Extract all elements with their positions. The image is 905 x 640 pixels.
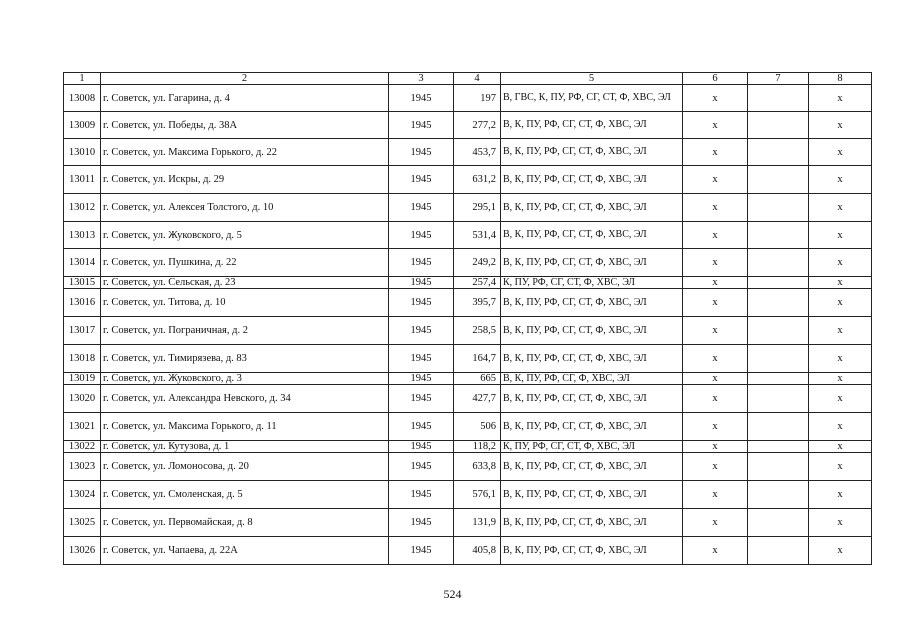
cell-number: 13009 [64, 112, 101, 139]
cell-area: 295,1 [454, 194, 501, 222]
cell-col6: х [683, 385, 748, 413]
cell-address: г. Советск, ул. Алексея Толстого, д. 10 [101, 194, 389, 222]
cell-number: 13015 [64, 277, 101, 289]
table-row [64, 85, 872, 112]
cell-col6: х [683, 509, 748, 537]
cell-address: г. Советск, ул. Александра Невского, д. 34 [101, 385, 389, 413]
table-row [64, 537, 872, 565]
cell-year: 1945 [389, 85, 454, 112]
cell-area: 665 [454, 373, 501, 385]
table-row [64, 249, 872, 277]
cell-col7 [748, 249, 809, 277]
cell-col6: х [683, 85, 748, 112]
cell-col6: х [683, 139, 748, 166]
cell-col8: х [809, 112, 872, 139]
table-row [64, 509, 872, 537]
cell-year: 1945 [389, 441, 454, 453]
table-row [64, 112, 872, 139]
cell-number: 13016 [64, 289, 101, 317]
cell-col7 [748, 385, 809, 413]
cell-col8: х [809, 509, 872, 537]
cell-year: 1945 [389, 166, 454, 194]
table-row [64, 139, 872, 166]
cell-number: 13021 [64, 413, 101, 441]
header-cell-7: 7 [748, 73, 809, 85]
cell-systems: В, К, ПУ, РФ, СГ, СТ, Ф, ХВС, ЭЛ [501, 345, 683, 373]
cell-col8: х [809, 166, 872, 194]
cell-address: г. Советск, ул. Пушкина, д. 22 [101, 249, 389, 277]
cell-systems: В, К, ПУ, РФ, СГ, СТ, Ф, ХВС, ЭЛ [501, 413, 683, 441]
cell-col8: х [809, 413, 872, 441]
cell-address: г. Советск, ул. Максима Горького, д. 22 [101, 139, 389, 166]
cell-col7 [748, 289, 809, 317]
table-row [64, 441, 872, 453]
cell-number: 13025 [64, 509, 101, 537]
cell-number: 13010 [64, 139, 101, 166]
cell-col8: х [809, 481, 872, 509]
header-cell-4: 4 [454, 73, 501, 85]
cell-year: 1945 [389, 194, 454, 222]
cell-systems: К, ПУ, РФ, СГ, СТ, Ф, ХВС, ЭЛ [501, 277, 683, 289]
cell-col6: х [683, 441, 748, 453]
cell-number: 13024 [64, 481, 101, 509]
cell-col7 [748, 222, 809, 249]
cell-col7 [748, 509, 809, 537]
cell-number: 13020 [64, 385, 101, 413]
table-row [64, 277, 872, 289]
cell-col6: х [683, 345, 748, 373]
cell-year: 1945 [389, 453, 454, 481]
cell-systems: В, К, ПУ, РФ, СГ, СТ, Ф, ХВС, ЭЛ [501, 453, 683, 481]
cell-area: 118,2 [454, 441, 501, 453]
cell-number: 13022 [64, 441, 101, 453]
cell-area: 197 [454, 85, 501, 112]
cell-col8: х [809, 277, 872, 289]
table-row [64, 385, 872, 413]
cell-col7 [748, 481, 809, 509]
cell-col6: х [683, 317, 748, 345]
cell-systems: В, К, ПУ, РФ, СГ, СТ, Ф, ХВС, ЭЛ [501, 166, 683, 194]
cell-systems: В, К, ПУ, РФ, СГ, СТ, Ф, ХВС, ЭЛ [501, 222, 683, 249]
cell-address: г. Советск, ул. Титова, д. 10 [101, 289, 389, 317]
cell-number: 13014 [64, 249, 101, 277]
cell-systems: В, К, ПУ, РФ, СГ, СТ, Ф, ХВС, ЭЛ [501, 194, 683, 222]
cell-col8: х [809, 249, 872, 277]
cell-year: 1945 [389, 222, 454, 249]
table-row [64, 373, 872, 385]
cell-area: 257,4 [454, 277, 501, 289]
cell-address: г. Советск, ул. Искры, д. 29 [101, 166, 389, 194]
cell-col8: х [809, 222, 872, 249]
header-cell-1: 1 [64, 73, 101, 85]
cell-systems: В, ГВС, К, ПУ, РФ, СГ, СТ, Ф, ХВС, ЭЛ [501, 85, 683, 112]
header-cell-5: 5 [501, 73, 683, 85]
cell-area: 277,2 [454, 112, 501, 139]
cell-address: г. Советск, ул. Сельская, д. 23 [101, 277, 389, 289]
cell-address: г. Советск, ул. Жуковского, д. 3 [101, 373, 389, 385]
cell-col7 [748, 85, 809, 112]
cell-col6: х [683, 289, 748, 317]
cell-year: 1945 [389, 373, 454, 385]
cell-col7 [748, 453, 809, 481]
cell-col8: х [809, 537, 872, 565]
cell-address: г. Советск, ул. Пограничная, д. 2 [101, 317, 389, 345]
table-header [64, 73, 872, 85]
cell-col6: х [683, 373, 748, 385]
cell-area: 405,8 [454, 537, 501, 565]
cell-systems: В, К, ПУ, РФ, СГ, СТ, Ф, ХВС, ЭЛ [501, 289, 683, 317]
cell-number: 13011 [64, 166, 101, 194]
cell-number: 13023 [64, 453, 101, 481]
cell-area: 531,4 [454, 222, 501, 249]
cell-systems: В, К, ПУ, РФ, СГ, СТ, Ф, ХВС, ЭЛ [501, 537, 683, 565]
cell-col7 [748, 194, 809, 222]
cell-col6: х [683, 481, 748, 509]
cell-col8: х [809, 345, 872, 373]
cell-area: 506 [454, 413, 501, 441]
cell-year: 1945 [389, 537, 454, 565]
cell-col6: х [683, 194, 748, 222]
cell-col7 [748, 317, 809, 345]
cell-year: 1945 [389, 249, 454, 277]
cell-year: 1945 [389, 345, 454, 373]
cell-address: г. Советск, ул. Чапаева, д. 22А [101, 537, 389, 565]
cell-year: 1945 [389, 139, 454, 166]
cell-col6: х [683, 112, 748, 139]
cell-address: г. Советск, ул. Тимирязева, д. 83 [101, 345, 389, 373]
cell-year: 1945 [389, 277, 454, 289]
cell-area: 427,7 [454, 385, 501, 413]
cell-col8: х [809, 441, 872, 453]
cell-col6: х [683, 453, 748, 481]
cell-systems: К, ПУ, РФ, СГ, СТ, Ф, ХВС, ЭЛ [501, 441, 683, 453]
cell-year: 1945 [389, 481, 454, 509]
table-row [64, 317, 872, 345]
cell-col8: х [809, 453, 872, 481]
cell-area: 453,7 [454, 139, 501, 166]
cell-year: 1945 [389, 413, 454, 441]
cell-area: 249,2 [454, 249, 501, 277]
table-row [64, 481, 872, 509]
cell-address: г. Советск, ул. Ломоносова, д. 20 [101, 453, 389, 481]
cell-col6: х [683, 277, 748, 289]
cell-year: 1945 [389, 112, 454, 139]
cell-number: 13017 [64, 317, 101, 345]
cell-col6: х [683, 166, 748, 194]
cell-systems: В, К, ПУ, РФ, СГ, СТ, Ф, ХВС, ЭЛ [501, 509, 683, 537]
header-cell-6: 6 [683, 73, 748, 85]
table-row [64, 453, 872, 481]
cell-area: 258,5 [454, 317, 501, 345]
cell-area: 576,1 [454, 481, 501, 509]
cell-col8: х [809, 373, 872, 385]
cell-col6: х [683, 537, 748, 565]
header-row [64, 73, 872, 85]
cell-year: 1945 [389, 385, 454, 413]
table-body [64, 85, 872, 565]
header-cell-8: 8 [809, 73, 872, 85]
cell-col7 [748, 413, 809, 441]
header-cell-3: 3 [389, 73, 454, 85]
table-row [64, 413, 872, 441]
cell-col8: х [809, 289, 872, 317]
cell-area: 164,7 [454, 345, 501, 373]
cell-col8: х [809, 385, 872, 413]
cell-number: 13026 [64, 537, 101, 565]
cell-address: г. Советск, ул. Жуковского, д. 5 [101, 222, 389, 249]
cell-area: 395,7 [454, 289, 501, 317]
cell-year: 1945 [389, 289, 454, 317]
cell-col7 [748, 373, 809, 385]
cell-address: г. Советск, ул. Победы, д. 38А [101, 112, 389, 139]
cell-col7 [748, 139, 809, 166]
cell-address: г. Советск, ул. Кутузова, д. 1 [101, 441, 389, 453]
table-row [64, 345, 872, 373]
cell-number: 13013 [64, 222, 101, 249]
cell-systems: В, К, ПУ, РФ, СГ, СТ, Ф, ХВС, ЭЛ [501, 481, 683, 509]
cell-col7 [748, 277, 809, 289]
table-row [64, 289, 872, 317]
page-number: 524 [443, 587, 462, 601]
cell-systems: В, К, ПУ, РФ, СГ, СТ, Ф, ХВС, ЭЛ [501, 385, 683, 413]
cell-area: 631,2 [454, 166, 501, 194]
cell-area: 131,9 [454, 509, 501, 537]
cell-number: 13008 [64, 85, 101, 112]
cell-col7 [748, 537, 809, 565]
cell-systems: В, К, ПУ, РФ, СГ, Ф, ХВС, ЭЛ [501, 373, 683, 385]
cell-systems: В, К, ПУ, РФ, СГ, СТ, Ф, ХВС, ЭЛ [501, 317, 683, 345]
cell-col8: х [809, 139, 872, 166]
cell-address: г. Советск, ул. Гагарина, д. 4 [101, 85, 389, 112]
cell-number: 13012 [64, 194, 101, 222]
cell-address: г. Советск, ул. Первомайская, д. 8 [101, 509, 389, 537]
cell-address: г. Советск, ул. Максима Горького, д. 11 [101, 413, 389, 441]
cell-col8: х [809, 194, 872, 222]
cell-col7 [748, 441, 809, 453]
table-row [64, 222, 872, 249]
cell-col6: х [683, 413, 748, 441]
cell-col8: х [809, 317, 872, 345]
cell-year: 1945 [389, 509, 454, 537]
houses-table [63, 72, 872, 565]
cell-col7 [748, 166, 809, 194]
cell-year: 1945 [389, 317, 454, 345]
cell-col6: х [683, 249, 748, 277]
cell-systems: В, К, ПУ, РФ, СГ, СТ, Ф, ХВС, ЭЛ [501, 139, 683, 166]
cell-systems: В, К, ПУ, РФ, СГ, СТ, Ф, ХВС, ЭЛ [501, 112, 683, 139]
cell-col8: х [809, 85, 872, 112]
cell-number: 13019 [64, 373, 101, 385]
table-row [64, 166, 872, 194]
cell-col7 [748, 112, 809, 139]
cell-area: 633,8 [454, 453, 501, 481]
cell-col6: х [683, 222, 748, 249]
cell-number: 13018 [64, 345, 101, 373]
cell-systems: В, К, ПУ, РФ, СГ, СТ, Ф, ХВС, ЭЛ [501, 249, 683, 277]
cell-col7 [748, 345, 809, 373]
cell-address: г. Советск, ул. Смоленская, д. 5 [101, 481, 389, 509]
header-cell-2: 2 [101, 73, 389, 85]
table-row [64, 194, 872, 222]
